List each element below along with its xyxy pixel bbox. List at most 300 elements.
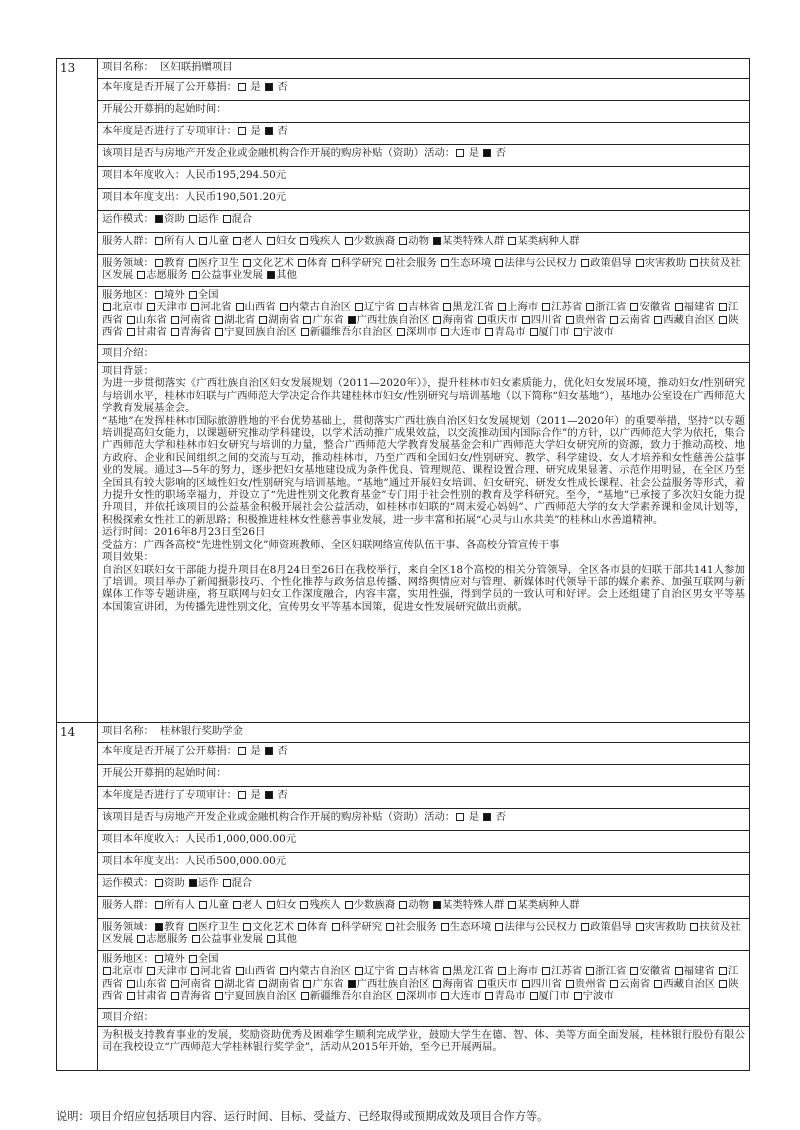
checkbox-icon[interactable] xyxy=(397,328,405,336)
checkbox-icon[interactable] xyxy=(332,259,340,267)
region-option-label: 江西省 xyxy=(102,301,739,326)
service-field-option-label: 其他 xyxy=(276,269,297,282)
checkbox-icon[interactable] xyxy=(530,328,538,336)
checkbox-icon[interactable] xyxy=(191,303,199,311)
region-option xyxy=(432,978,473,990)
service-field-option xyxy=(580,921,632,933)
checkbox-icon[interactable] xyxy=(586,303,594,311)
service-population-option-label: 某类病种人群 xyxy=(517,899,580,911)
project-intro-row-cell xyxy=(98,1027,750,1071)
checkbox-icon[interactable] xyxy=(301,992,309,1000)
service-region-label: 服务地区： xyxy=(102,289,154,301)
checkbox-icon[interactable] xyxy=(675,967,683,975)
region-option xyxy=(146,301,187,313)
checkbox-icon[interactable] xyxy=(478,316,486,324)
checkbox-icon[interactable] xyxy=(147,303,155,311)
service-field-option xyxy=(635,257,687,269)
project-name: 桂林银行奖助学金 xyxy=(159,725,244,737)
service-population-option xyxy=(198,235,229,247)
service-population-label: 服务人群： xyxy=(102,899,154,911)
region-option-label: 吉林省 xyxy=(408,301,440,314)
service-field-option xyxy=(154,921,185,933)
checkbox-icon[interactable] xyxy=(127,992,135,1000)
checkbox-icon[interactable] xyxy=(483,149,491,157)
checkbox-icon[interactable] xyxy=(223,215,231,223)
project-name-row-cell xyxy=(98,59,750,79)
checkbox-icon[interactable] xyxy=(456,813,464,821)
service-field-option-label: 公益事业发展 xyxy=(200,269,264,282)
checkbox-icon[interactable] xyxy=(630,967,638,975)
intro-paragraph: 为进一步贯彻落实《广西壮族自治区妇女发展规划（2011—2020年）》，提升桂林市妇女素质能力，优化妇女发展环境，推动妇女/性别研究与培训水平，桂林市妇联与广西师范大学决定合作共建桂林市妇女/性别研究与培训基地（以下简称“妇女基地”），基地办公室设在广西师范大学教育发展基金会。 xyxy=(102,377,745,415)
service-population-option-label: 某类特殊人群 xyxy=(441,899,505,911)
checkbox-icon[interactable] xyxy=(386,923,394,931)
checkbox-icon[interactable] xyxy=(155,901,163,909)
service-population-option xyxy=(507,899,579,911)
region-option-label: 山东省 xyxy=(135,313,167,326)
region-option xyxy=(347,978,430,990)
checkbox-icon[interactable] xyxy=(495,923,503,931)
region-option-label: 重庆市 xyxy=(486,977,518,990)
region-option-label: 云南省 xyxy=(619,313,651,326)
region-option-label: 贵州省 xyxy=(574,977,607,990)
region-scope-option-label: 境外 xyxy=(163,289,185,301)
checkbox-icon[interactable] xyxy=(199,237,207,245)
expense-label: 项目本年度支出： xyxy=(102,191,186,203)
checkbox-icon[interactable] xyxy=(259,316,267,324)
checkbox-icon[interactable] xyxy=(233,237,241,245)
service-field-option-label: 文化艺术 xyxy=(252,257,294,269)
checkbox-icon[interactable] xyxy=(103,967,111,975)
service-population-option xyxy=(432,235,504,247)
region-option xyxy=(126,326,167,338)
yes-label: 是 xyxy=(465,147,483,159)
checkbox-icon[interactable] xyxy=(236,303,244,311)
checkbox-icon[interactable] xyxy=(127,328,135,336)
housing-subsidy-row-cell xyxy=(98,145,750,167)
region-scope-option xyxy=(154,289,185,301)
checkbox-icon[interactable] xyxy=(399,237,407,245)
region-option-label: 西藏自治区 xyxy=(663,977,716,990)
checkbox-icon[interactable] xyxy=(574,328,582,336)
checkbox-icon[interactable] xyxy=(127,316,135,324)
region-option xyxy=(235,965,276,977)
income-value: 人民币1,000,000.00元 xyxy=(185,833,297,845)
region-option-label: 黑龙江省 xyxy=(452,965,494,978)
checkbox-icon[interactable] xyxy=(171,980,179,988)
no-label: 否 xyxy=(274,789,288,801)
service-field-option xyxy=(297,921,328,933)
service-field-option-label: 政策倡导 xyxy=(590,921,632,933)
service-field-row xyxy=(57,255,750,287)
service-field-option xyxy=(331,257,383,269)
region-option-label: 河北省 xyxy=(200,965,232,978)
fundraising-start-row-cell xyxy=(98,765,750,787)
region-option-label: 青岛市 xyxy=(494,326,526,339)
checkbox-icon[interactable] xyxy=(127,980,135,988)
checkbox-icon[interactable] xyxy=(654,980,662,988)
checkbox-icon[interactable] xyxy=(243,259,251,267)
checkbox-icon[interactable] xyxy=(137,935,145,943)
public-fundraising-row xyxy=(57,743,750,765)
checkbox-icon[interactable] xyxy=(155,879,163,887)
checkbox-icon[interactable] xyxy=(345,901,353,909)
checkbox-icon[interactable] xyxy=(191,967,199,975)
operation-mode-label: 运作模式： xyxy=(102,213,154,225)
checkbox-icon[interactable] xyxy=(189,259,197,267)
checkbox-icon[interactable] xyxy=(574,992,582,1000)
checkbox-icon[interactable] xyxy=(566,980,574,988)
checkbox-icon[interactable] xyxy=(508,901,516,909)
region-option-label: 西藏自治区 xyxy=(663,313,716,326)
checkbox-icon[interactable] xyxy=(155,215,163,223)
region-option xyxy=(573,326,614,338)
region-option xyxy=(521,978,562,990)
checkbox-icon[interactable] xyxy=(508,237,516,245)
public-fundraising-row-cell xyxy=(98,743,750,765)
checkbox-icon[interactable] xyxy=(155,237,163,245)
operation-mode-option-label: 资助 xyxy=(163,213,185,225)
checkbox-icon[interactable] xyxy=(441,259,449,267)
service-region-row-cell xyxy=(98,951,750,1009)
checkbox-icon[interactable] xyxy=(441,923,449,931)
checkbox-icon[interactable] xyxy=(155,923,163,931)
checkbox-icon[interactable] xyxy=(348,980,356,988)
checkbox-icon[interactable] xyxy=(399,901,407,909)
operation-mode-option xyxy=(154,877,185,889)
intro-paragraph: 运行时间：2016年8月23日至26日 xyxy=(102,526,266,539)
service-population-option-label: 少数族裔 xyxy=(353,235,396,247)
region-option xyxy=(126,990,167,1002)
checkbox-icon[interactable] xyxy=(456,149,464,157)
region-option xyxy=(300,990,393,1002)
checkbox-icon[interactable] xyxy=(280,967,288,975)
region-option-label: 内蒙古自治区 xyxy=(288,965,352,978)
checkbox-icon[interactable] xyxy=(215,328,223,336)
checkbox-icon[interactable] xyxy=(265,747,273,755)
checkbox-icon[interactable] xyxy=(386,259,394,267)
checkbox-icon[interactable] xyxy=(636,259,644,267)
project-intro-label: 项目介绍： xyxy=(102,1011,154,1023)
checkbox-icon[interactable] xyxy=(137,271,145,279)
no-label: 否 xyxy=(492,147,506,159)
region-option-label: 青海省 xyxy=(179,990,212,1003)
service-population-option xyxy=(507,235,579,247)
region-option xyxy=(609,978,650,990)
service-population-row-cell xyxy=(98,233,750,255)
report-sheet xyxy=(56,58,750,1106)
region-scope-option xyxy=(188,289,219,301)
checkbox-icon[interactable] xyxy=(238,83,246,91)
service-field-option-label: 生态环境 xyxy=(449,257,492,269)
checkbox-icon[interactable] xyxy=(332,923,340,931)
project-intro-label-row-cell xyxy=(98,1009,750,1027)
region-option xyxy=(477,314,518,326)
operation-mode-row-cell xyxy=(98,875,750,897)
checkbox-icon[interactable] xyxy=(267,237,275,245)
checkbox-icon[interactable] xyxy=(103,303,111,311)
checkbox-icon[interactable] xyxy=(522,980,530,988)
checkbox-icon[interactable] xyxy=(236,967,244,975)
region-option xyxy=(529,326,570,338)
checkbox-icon[interactable] xyxy=(215,992,223,1000)
checkbox-icon[interactable] xyxy=(298,923,306,931)
region-option xyxy=(170,978,211,990)
service-field-option-label: 志愿服务 xyxy=(146,933,188,946)
checkbox-icon[interactable] xyxy=(355,967,363,975)
checkbox-icon[interactable] xyxy=(586,967,594,975)
checkbox-icon[interactable] xyxy=(542,967,550,975)
expense-label: 项目本年度支出： xyxy=(102,855,186,867)
service-field-option xyxy=(188,921,240,933)
checkbox-icon[interactable] xyxy=(300,237,308,245)
region-option-label: 江苏省 xyxy=(551,965,583,978)
checkbox-icon[interactable] xyxy=(610,316,618,324)
service-field-option-label: 扶贫及社区发展 xyxy=(102,921,741,946)
checkbox-icon[interactable] xyxy=(189,215,197,223)
checkbox-icon[interactable] xyxy=(675,303,683,311)
income-label: 项目本年度收入： xyxy=(102,169,186,181)
checkbox-icon[interactable] xyxy=(441,328,449,336)
region-option-label: 贵州省 xyxy=(574,313,607,326)
service-population-option-label: 老人 xyxy=(241,235,263,247)
region-option xyxy=(214,978,255,990)
checkbox-icon[interactable] xyxy=(495,259,503,267)
checkbox-icon[interactable] xyxy=(192,271,200,279)
checkbox-icon[interactable] xyxy=(630,303,638,311)
checkbox-icon[interactable] xyxy=(238,791,246,799)
region-option xyxy=(146,965,187,977)
checkbox-icon[interactable] xyxy=(348,316,356,324)
checkbox-icon[interactable] xyxy=(192,935,200,943)
checkbox-icon[interactable] xyxy=(233,901,241,909)
project-name-label: 项目名称： xyxy=(102,61,154,73)
checkbox-icon[interactable] xyxy=(581,923,589,931)
region-option-label: 新疆维吾尔自治区 xyxy=(309,326,393,339)
checkbox-icon[interactable] xyxy=(189,879,197,887)
checkbox-icon[interactable] xyxy=(345,237,353,245)
checkbox-icon[interactable] xyxy=(171,992,179,1000)
service-population-option xyxy=(232,899,263,911)
checkbox-icon[interactable] xyxy=(238,747,246,755)
service-field-option xyxy=(494,921,577,933)
footer-note: 说明：项目介绍应包括项目内容、运行时间、目标、受益方、已经取得或预期成效及项目合作方等。 xyxy=(56,1110,549,1123)
service-population-option xyxy=(398,235,429,247)
service-population-option-label: 少数族裔 xyxy=(353,899,396,911)
region-scope-option-label: 全国 xyxy=(197,289,219,301)
region-option xyxy=(354,965,395,977)
checkbox-icon[interactable] xyxy=(719,980,727,988)
checkbox-icon[interactable] xyxy=(399,967,407,975)
checkbox-icon[interactable] xyxy=(223,879,231,887)
checkbox-icon[interactable] xyxy=(433,237,441,245)
region-option-label: 吉林省 xyxy=(408,965,440,978)
fundraising-start-row-cell xyxy=(98,101,750,123)
checkbox-icon[interactable] xyxy=(719,303,727,311)
special-audit-row xyxy=(57,787,750,809)
checkbox-icon[interactable] xyxy=(189,923,197,931)
service-field-option xyxy=(385,257,437,269)
region-option xyxy=(279,965,351,977)
region-option xyxy=(347,314,430,326)
yes-label: 是 xyxy=(247,81,265,93)
checkbox-icon[interactable] xyxy=(238,127,246,135)
checkbox-icon[interactable] xyxy=(171,316,179,324)
checkbox-icon[interactable] xyxy=(155,955,163,963)
checkbox-icon[interactable] xyxy=(485,992,493,1000)
region-option xyxy=(214,990,297,1002)
project-number: 14 xyxy=(57,723,98,1071)
checkbox-icon[interactable] xyxy=(215,316,223,324)
housing-subsidy-row xyxy=(57,145,750,167)
project-number: 13 xyxy=(57,59,98,723)
region-option xyxy=(126,314,167,326)
checkbox-icon[interactable] xyxy=(654,316,662,324)
region-option-label: 甘肃省 xyxy=(135,990,167,1003)
intro-paragraph: “基地”在发挥桂林市国际旅游胜地的平台优势基础上，贯彻落实广西壮族自治区妇女发展规划（2011—2020年）的重要举措，坚持“以专题培训提高妇女能力，以课题研究推动学科建设，以学术活动推广成果效益，以交流推动国内国际合作”的方针，以广西师范大学为依托，集合广西师范大学和桂林市妇女研究与培训的力量，整合广西师范大学教育发展基金会和广西师范大学妇女研究所的资源，致力于推动高校、地方政府、企业和民间组织之间的交流与互动，推动桂林市，乃至广西和全国妇女/性别研究、教学、科学建设、女人才培养和女性慈善公益事业的发展。通过3—5年的努力，逐步把妇女基地建设成为条件优良、管理规范、课程设置合理、研究成果显著、示范作用明显，在全区乃至全国具有较大影响的区域性妇女/性别研究与培训基地。“基地”通过开展妇女培训、妇女研究、研发女性成长课程、社会公益服务等形式，着力提升女性的职场幸福力，并设立了“先进性别文化教育基金”专门用于社会性别的教育及学科研究。至今，“基地”已承接了多次妇女能力提升项目，并依托该项目的公益基金积极开展社会公益活动，如桂林市妇联的“周末爱心妈妈”、广西师范大学的女大学素养课和金凤计划等，积极探索女性社工的新思路；积极推进桂林女性慈善事业发展，进一步丰富和拓展“心灵与山水共美”的桂林山水善道精神。 xyxy=(102,414,745,526)
checkbox-icon[interactable] xyxy=(719,967,727,975)
service-field-option-label: 扶贫及社区发展 xyxy=(102,257,741,282)
region-option xyxy=(529,990,570,1002)
checkbox-icon[interactable] xyxy=(171,328,179,336)
checkbox-icon[interactable] xyxy=(478,980,486,988)
checkbox-icon[interactable] xyxy=(542,303,550,311)
region-option xyxy=(629,301,670,313)
operation-mode-option-label: 运作 xyxy=(197,213,219,225)
checkbox-icon[interactable] xyxy=(243,923,251,931)
checkbox-icon[interactable] xyxy=(199,901,207,909)
checkbox-icon[interactable] xyxy=(265,791,273,799)
checkbox-icon[interactable] xyxy=(280,303,288,311)
checkbox-icon[interactable] xyxy=(399,303,407,311)
project-intro-label-row xyxy=(57,345,750,363)
checkbox-icon[interactable] xyxy=(155,291,163,299)
region-option-label: 湖南省 xyxy=(268,313,300,326)
service-field-row-cell xyxy=(98,255,750,287)
checkbox-icon[interactable] xyxy=(397,992,405,1000)
yes-label: 是 xyxy=(247,125,265,137)
checkbox-icon[interactable] xyxy=(690,259,698,267)
expense-row xyxy=(57,189,750,211)
checkbox-icon[interactable] xyxy=(265,127,273,135)
project-name: 区妇联捐赠项目 xyxy=(159,61,233,73)
expense-row-cell xyxy=(98,189,750,211)
project-intro-label-row-cell xyxy=(98,345,750,363)
region-option-label: 广东省 xyxy=(312,977,344,990)
checkbox-icon[interactable] xyxy=(441,992,449,1000)
checkbox-icon[interactable] xyxy=(498,967,506,975)
checkbox-icon[interactable] xyxy=(303,316,311,324)
checkbox-icon[interactable] xyxy=(483,813,491,821)
housing-subsidy-question: 该项目是否与房地产开发企业或金融机构合作开展的购房补贴（资助）活动： xyxy=(102,811,456,823)
checkbox-icon[interactable] xyxy=(259,980,267,988)
region-option xyxy=(170,326,211,338)
region-option-label: 广东省 xyxy=(312,313,344,326)
checkbox-icon[interactable] xyxy=(485,328,493,336)
checkbox-icon[interactable] xyxy=(443,967,451,975)
special-audit-row xyxy=(57,123,750,145)
checkbox-icon[interactable] xyxy=(443,303,451,311)
service-field-option xyxy=(154,257,185,269)
intro-paragraph: 项目背景： xyxy=(102,365,154,377)
checkbox-icon[interactable] xyxy=(298,259,306,267)
region-option-label: 湖南省 xyxy=(268,977,300,990)
project-name-row-cell xyxy=(98,723,750,743)
checkbox-icon[interactable] xyxy=(433,901,441,909)
region-option xyxy=(440,990,481,1002)
checkbox-icon[interactable] xyxy=(355,303,363,311)
expense-value: 人民币190,501.20元 xyxy=(185,191,287,203)
checkbox-icon[interactable] xyxy=(265,83,273,91)
region-option-label: 海南省 xyxy=(442,313,474,326)
operation-mode-option-label: 资助 xyxy=(163,877,185,889)
region-option xyxy=(302,314,343,326)
no-label: 否 xyxy=(274,125,288,137)
checkbox-icon[interactable] xyxy=(267,271,275,279)
region-option xyxy=(235,301,276,313)
service-field-option xyxy=(136,269,188,281)
checkbox-icon[interactable] xyxy=(530,992,538,1000)
region-option xyxy=(170,990,211,1002)
checkbox-icon[interactable] xyxy=(690,923,698,931)
checkbox-icon[interactable] xyxy=(189,955,197,963)
checkbox-icon[interactable] xyxy=(522,316,530,324)
service-field-option xyxy=(242,257,294,269)
region-option-label: 浙江省 xyxy=(595,301,627,314)
service-field-option-label: 社会服务 xyxy=(395,921,437,933)
checkbox-icon[interactable] xyxy=(636,923,644,931)
checkbox-icon[interactable] xyxy=(189,291,197,299)
service-population-option-label: 所有人 xyxy=(163,899,196,911)
region-option-label: 深圳市 xyxy=(405,990,438,1003)
income-row xyxy=(57,831,750,853)
special-audit-question: 本年度是否进行了专项审计： xyxy=(102,125,238,137)
checkbox-icon[interactable] xyxy=(581,259,589,267)
checkbox-icon[interactable] xyxy=(433,980,441,988)
checkbox-icon[interactable] xyxy=(498,303,506,311)
checkbox-icon[interactable] xyxy=(300,901,308,909)
region-option xyxy=(300,326,393,338)
checkbox-icon[interactable] xyxy=(155,259,163,267)
checkbox-icon[interactable] xyxy=(433,316,441,324)
region-option-label: 新疆维吾尔自治区 xyxy=(309,990,393,1003)
checkbox-icon[interactable] xyxy=(610,980,618,988)
region-option-label: 四川省 xyxy=(530,977,562,990)
checkbox-icon[interactable] xyxy=(267,901,275,909)
operation-mode-row xyxy=(57,875,750,897)
region-option xyxy=(302,978,343,990)
service-population-option-label: 妇女 xyxy=(275,899,297,911)
service-field-option xyxy=(635,921,687,933)
region-option xyxy=(585,965,626,977)
service-field-option-label: 文化艺术 xyxy=(252,921,294,933)
service-field-option-label: 教育 xyxy=(163,921,185,933)
checkbox-icon[interactable] xyxy=(303,980,311,988)
region-option-label: 重庆市 xyxy=(486,313,518,326)
region-option-label: 山西省 xyxy=(244,965,276,978)
checkbox-icon[interactable] xyxy=(267,935,275,943)
checkbox-icon[interactable] xyxy=(301,328,309,336)
region-option xyxy=(541,301,582,313)
project-intro-row-cell xyxy=(98,363,750,723)
service-field-option xyxy=(440,921,492,933)
checkbox-icon[interactable] xyxy=(566,316,574,324)
checkbox-icon[interactable] xyxy=(719,316,727,324)
service-population-row-cell xyxy=(98,897,750,919)
checkbox-icon[interactable] xyxy=(147,967,155,975)
checkbox-icon[interactable] xyxy=(215,980,223,988)
fundraising-start-label: 开展公开募捐的起始时间： xyxy=(102,767,227,779)
service-region-label: 服务地区： xyxy=(102,953,154,965)
